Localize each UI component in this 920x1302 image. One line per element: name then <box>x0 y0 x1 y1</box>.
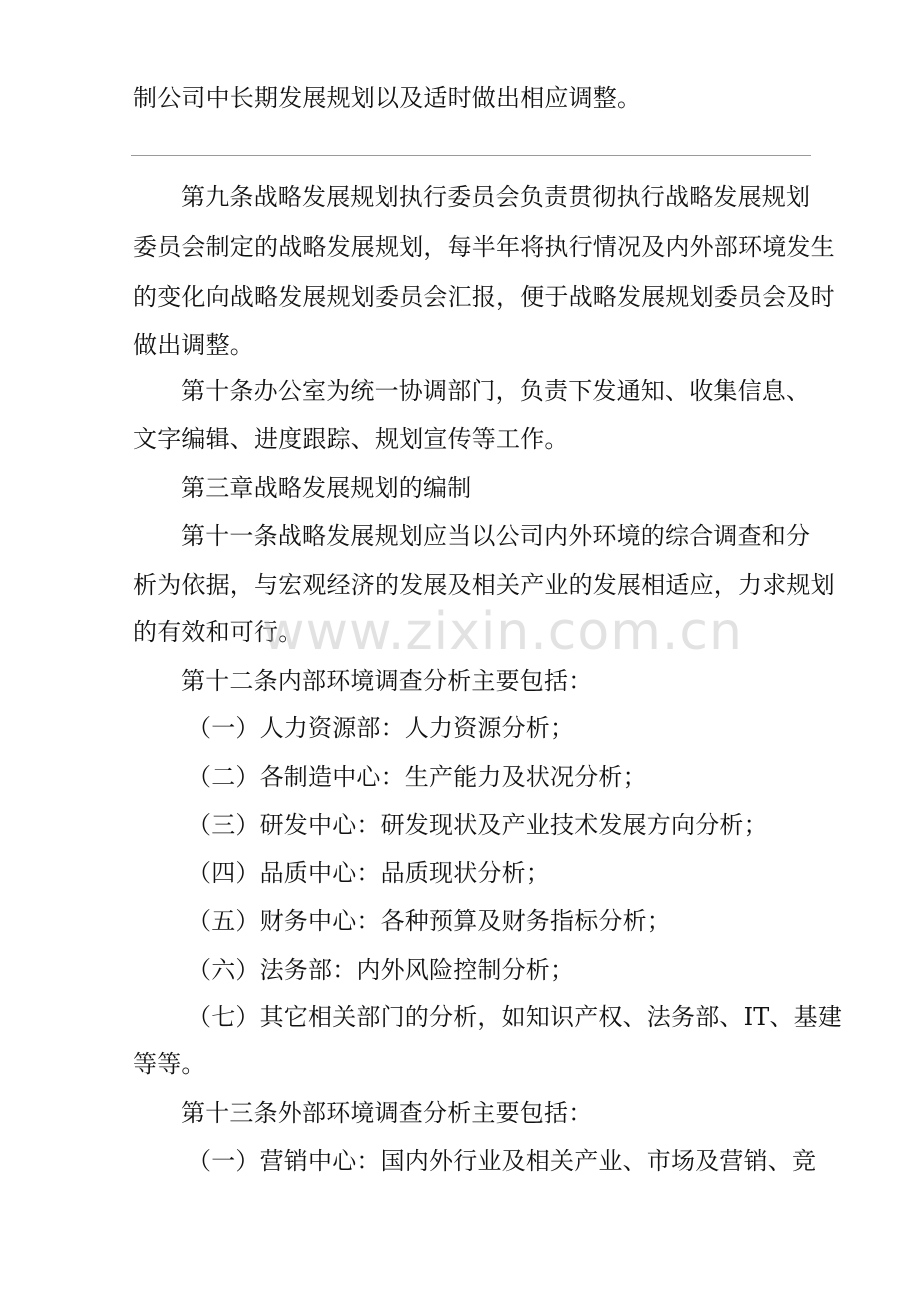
list-item: （五）财务中心：各种预算及财务指标分析； <box>187 907 671 935</box>
article-11-line: 的有效和可行。 <box>133 618 303 646</box>
article-11-line: 析为依据，与宏观经济的发展及相关产业的发展相适应，力求规划 <box>133 571 835 599</box>
article-10-line: 第十条办公室为统一协调部门，负责下发通知、收集信息、 <box>181 377 811 405</box>
list-item: （一）营销中心：国内外行业及相关产业、市场及营销、竞 <box>187 1147 817 1175</box>
list-item: （一）人力资源部：人力资源分析； <box>187 714 575 742</box>
chapter-heading: 第三章战略发展规划的编制 <box>181 474 472 502</box>
article-9-line: 第九条战略发展规划执行委员会负责贯彻执行战略发展规划 <box>181 183 811 211</box>
article-12-line: 第十二条内部环境调查分析主要包括： <box>181 667 593 695</box>
list-item: （二）各制造中心：生产能力及状况分析； <box>187 763 647 791</box>
article-9-line: 的变化向战略发展规划委员会汇报，便于战略发展规划委员会及时 <box>133 283 835 311</box>
article-11-line: 第十一条战略发展规划应当以公司内外环境的综合调查和分 <box>181 522 811 550</box>
paragraph-line: 制公司中长期发展规划以及适时做出相应调整。 <box>133 84 642 112</box>
list-item-continuation: 等等。 <box>133 1050 206 1078</box>
horizontal-divider <box>131 155 811 156</box>
article-9-line: 做出调整。 <box>133 331 254 359</box>
list-item: （七）其它相关部门的分析，如知识产权、法务部、IT、基建 <box>187 1003 843 1031</box>
article-10-line: 文字编辑、进度跟踪、规划宣传等工作。 <box>133 425 569 453</box>
list-item: （四）品质中心：品质现状分析； <box>187 859 550 887</box>
article-13-line: 第十三条外部环境调查分析主要包括： <box>181 1099 593 1127</box>
list-item: （三）研发中心：研发现状及产业技术发展方向分析； <box>187 811 768 839</box>
watermark: www.zixin.com.cn <box>262 602 743 662</box>
article-9-line: 委员会制定的战略发展规划，每半年将执行情况及内外部环境发生 <box>133 233 835 261</box>
list-item: （六）法务部：内外风险控制分析； <box>187 956 575 984</box>
